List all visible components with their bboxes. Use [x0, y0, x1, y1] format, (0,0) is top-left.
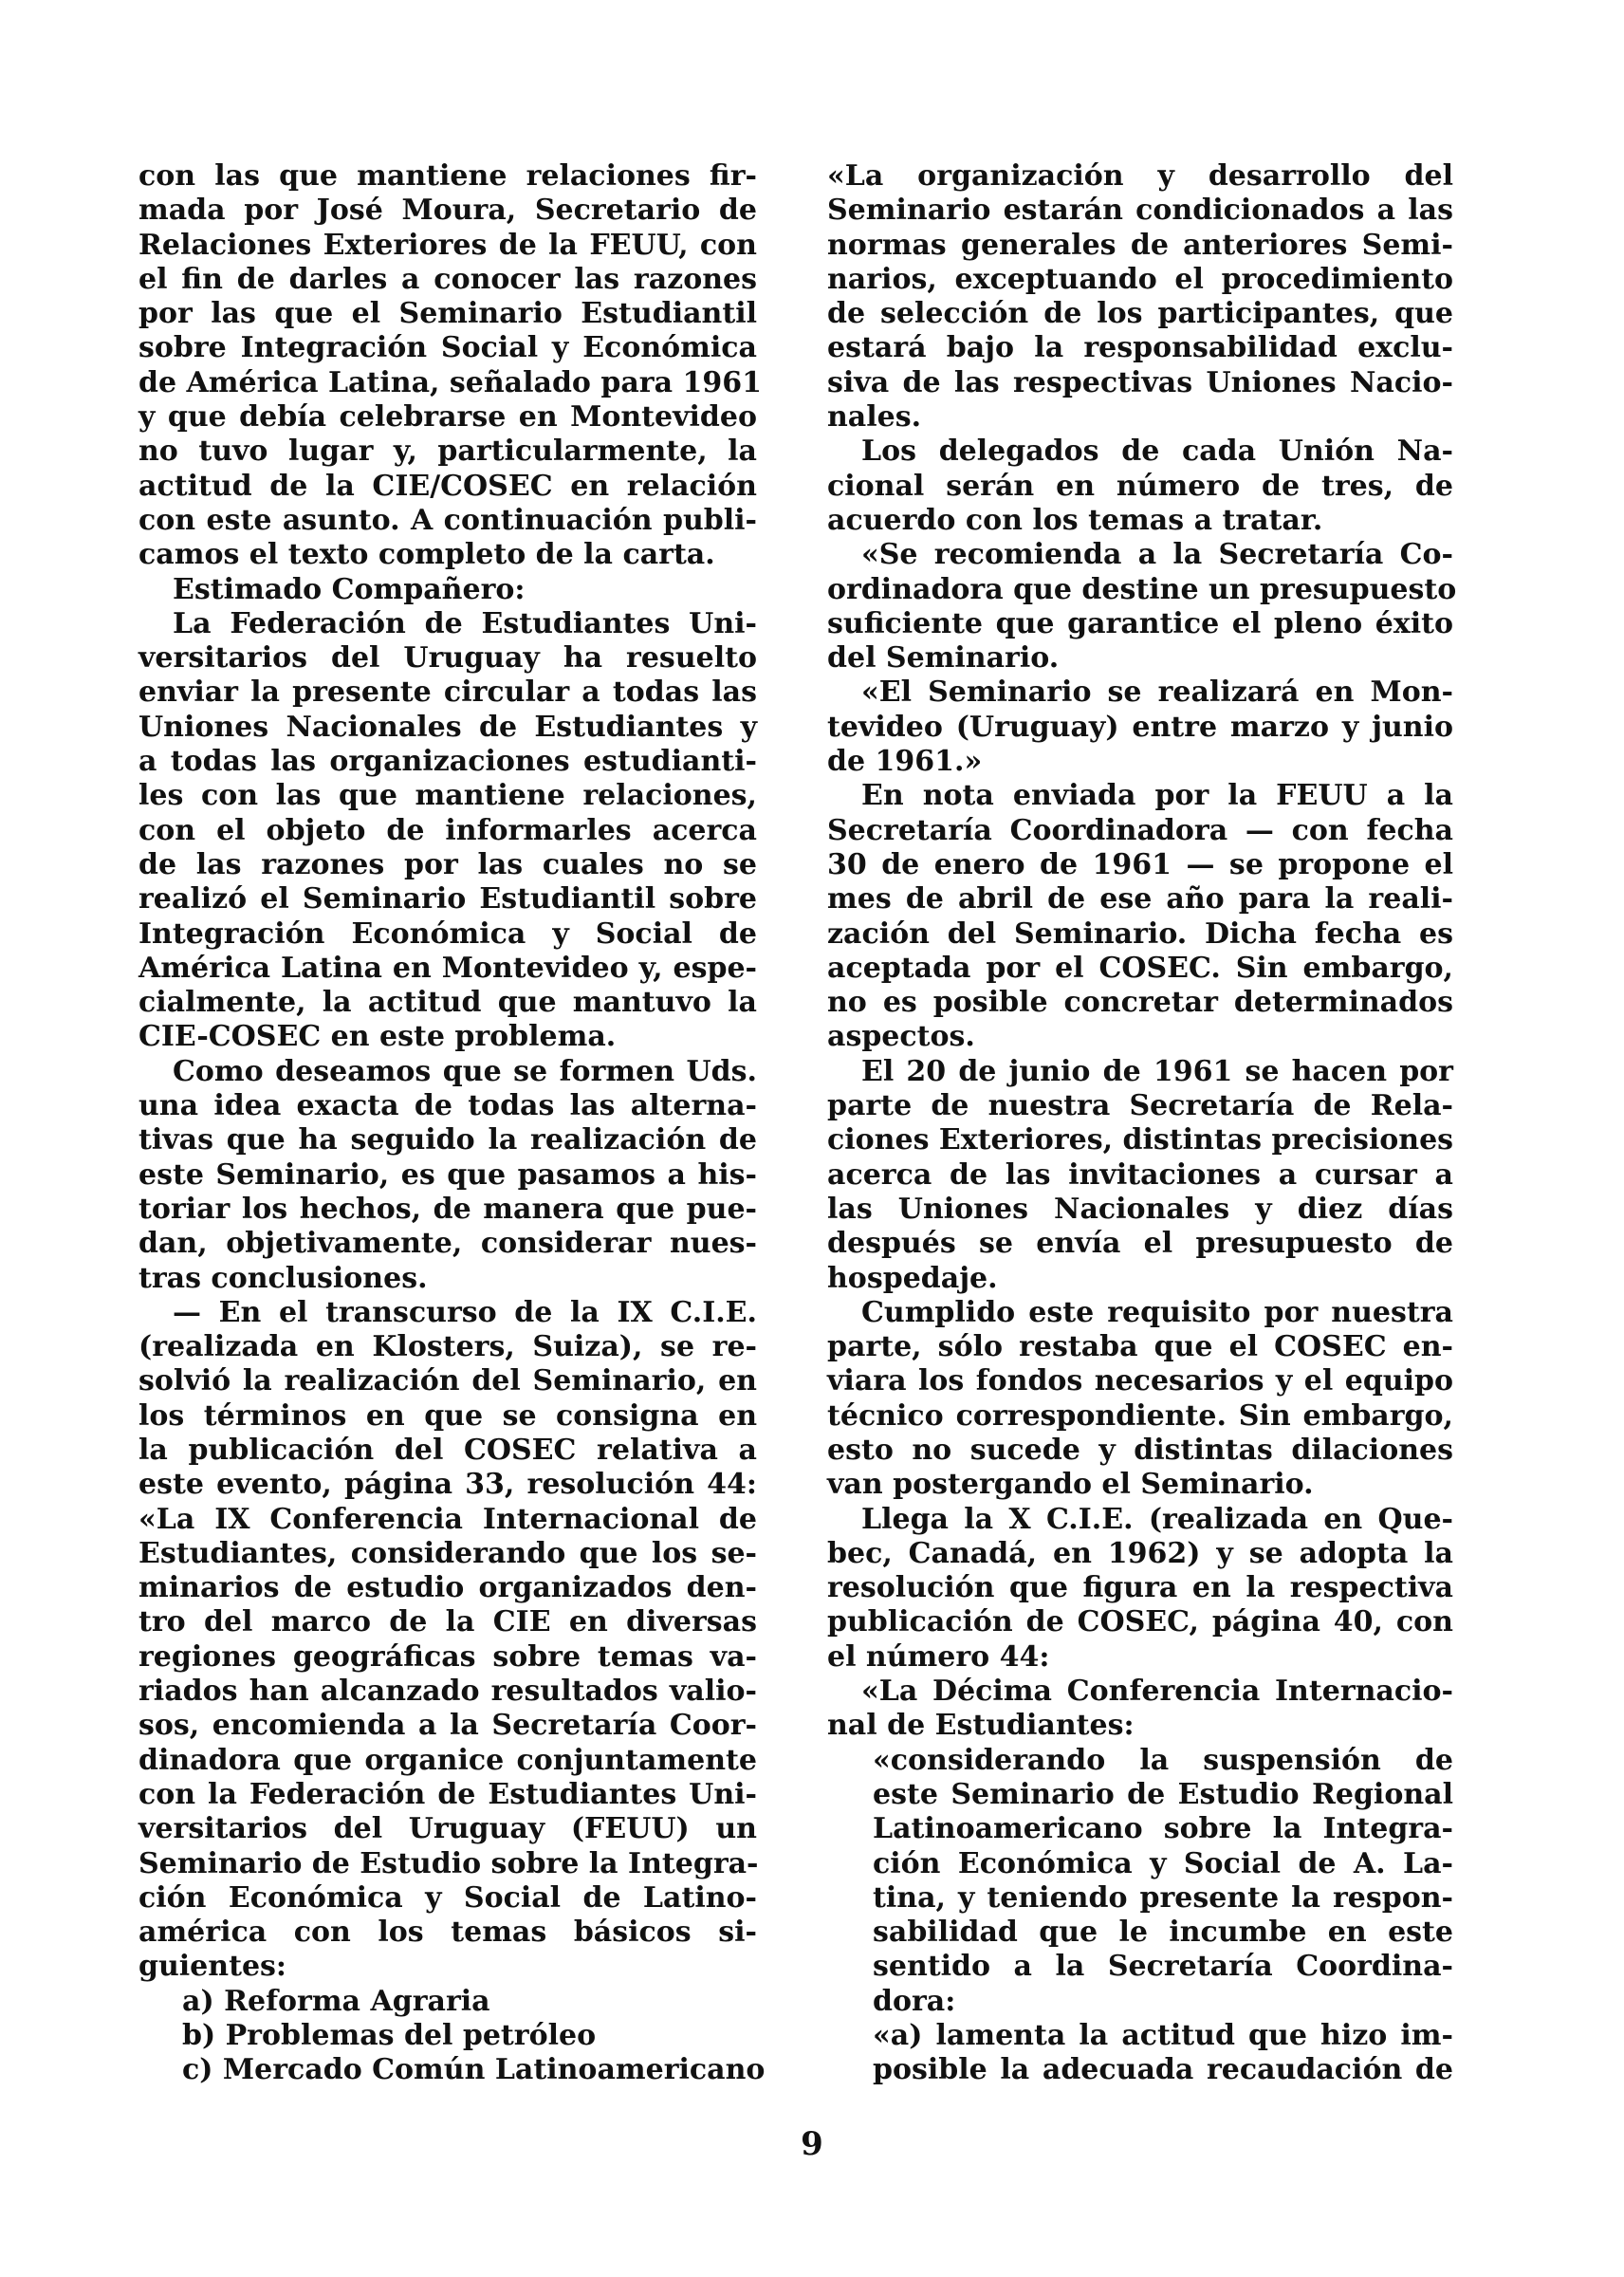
text-line: sobre Integración Social y Económica [138, 331, 757, 365]
text-line: estará bajo la responsabilidad exclu- [827, 331, 1453, 365]
text-line: sentido a la Secretaría Coordina- [873, 1950, 1453, 1984]
text-line: suficiente que garantice el pleno éxito [827, 606, 1453, 640]
text-line: por las que el Seminario Estudiantil [138, 297, 757, 331]
text-line: siva de las respectivas Uniones Nacio- [827, 365, 1453, 399]
text-line: tro del marco de la CIE en diversas [138, 1605, 757, 1639]
text-line: Relaciones Exteriores de la FEUU, con [138, 228, 757, 262]
text-line: y que debía celebrarse en Montevideo [138, 400, 757, 435]
text-line: camos el texto completo de la carta. [138, 538, 715, 572]
text-line: no tuvo lugar y, particularmente, la [138, 435, 757, 469]
text-line: de las razones por las cuales no se [138, 847, 757, 881]
text-line: posible la adecuada recaudación de [873, 2053, 1453, 2087]
text-line: La Federación de Estudiantes Uni- [173, 606, 757, 640]
text-line: ordinadora que destine un presupuesto [827, 572, 1457, 606]
text-line: Seminario de Estudio sobre la Integra- [138, 1846, 759, 1880]
text-line: Como deseamos que se formen Uds. [173, 1054, 757, 1088]
text-line: publicación de COSEC, página 40, con [827, 1605, 1453, 1639]
text-line: toriar los hechos, de manera que pue- [138, 1192, 757, 1226]
text-line: «La IX Conferencia Internacional de [138, 1502, 757, 1536]
text-line: Seminario estarán condicionados a las [827, 194, 1453, 228]
text-line: Los delegados de cada Unión Na- [861, 435, 1453, 469]
text-line: «Se recomienda a la Secretaría Co- [861, 538, 1453, 572]
text-line: guientes: [138, 1950, 286, 1984]
text-line: enviar la presente circular a todas las [138, 676, 757, 710]
text-line: aceptada por el COSEC. Sin embargo, [827, 951, 1453, 985]
text-line: En nota enviada por la FEUU a la [861, 779, 1453, 813]
text-line: ción Económica y Social de Latino- [138, 1880, 757, 1915]
text-line: tivas que ha seguido la realización de [138, 1123, 757, 1157]
text-line: mes de abril de ese año para la reali- [827, 882, 1453, 916]
text-line: (realizada en Klosters, Suiza), se re- [138, 1330, 757, 1364]
text-line: el fin de darles a conocer las razones [138, 262, 757, 296]
text-line: normas generales de anteriores Semi- [827, 228, 1453, 262]
text-line: versitarios del Uruguay (FEUU) un [138, 1812, 757, 1846]
text-line: con este asunto. A continuación publi- [138, 503, 757, 537]
text-line: riados han alcanzado resultados valio- [138, 1675, 757, 1709]
text-line: una idea exacta de todas las alterna- [138, 1089, 757, 1123]
left-column [138, 159, 766, 2088]
text-line: van postergando el Seminario. [827, 1468, 1314, 1502]
text-line: zación del Seminario. Dicha fecha es [827, 916, 1453, 951]
text-line: dora: [873, 1984, 956, 2018]
text-line: este evento, página 33, resolución 44: [138, 1468, 757, 1502]
text-line: «considerando la suspensión de [873, 1743, 1453, 1777]
text-line: El 20 de junio de 1961 se hacen por [861, 1054, 1453, 1088]
text-line: cional serán en número de tres, de [827, 469, 1453, 503]
text-line: aspectos. [827, 1020, 975, 1054]
text-line: el número 44: [827, 1639, 1050, 1674]
text-line: tras conclusiones. [138, 1261, 428, 1295]
text-line: después se envía el presupuesto de [827, 1227, 1453, 1261]
text-line: américa con los temas básicos si- [138, 1916, 757, 1950]
text-line: Cumplido este requisito por nuestra [861, 1295, 1453, 1329]
text-line: parte, sólo restaba que el COSEC en- [827, 1330, 1453, 1364]
text-line: «La organización y desarrollo del [827, 159, 1453, 193]
text-line: acuerdo con los temas a tratar. [827, 503, 1323, 537]
text-line: Llega la X C.I.E. (realizada en Que- [861, 1502, 1453, 1536]
text-line: cialmente, la actitud que mantuvo la [138, 986, 757, 1020]
text-line: sabilidad que le incumbe en este [873, 1916, 1453, 1950]
text-line: «El Seminario se realizará en Mon- [861, 676, 1453, 710]
text-line: del Seminario. [827, 641, 1060, 676]
text-line: «a) lamenta la actitud que hizo im- [873, 2019, 1453, 2053]
text-line: Integración Económica y Social de [138, 916, 757, 951]
text-line: b) Problemas del petróleo [182, 2019, 597, 2053]
text-line: parte de nuestra Secretaría de Rela- [827, 1089, 1453, 1123]
text-line: a) Reforma Agraria [182, 1984, 490, 2018]
text-line: Estimado Compañero: [173, 572, 526, 606]
text-line: tina, y teniendo presente la respon- [873, 1880, 1453, 1915]
text-line: bec, Canadá, en 1962) y se adopta la [827, 1536, 1453, 1570]
text-line: este Seminario, es que pasamos a his- [138, 1157, 757, 1192]
text-line: — En el transcurso de la IX C.I.E. [173, 1295, 757, 1329]
text-line: Estudiantes, considerando que los se- [138, 1536, 757, 1570]
text-line: dan, objetivamente, considerar nues- [138, 1227, 757, 1261]
text-line: de selección de los participantes, que [827, 297, 1453, 331]
text-line: solvió la realización del Seminario, en [138, 1364, 757, 1398]
text-line: resolución que figura en la respectiva [827, 1571, 1453, 1605]
text-line: nal de Estudiantes: [827, 1709, 1135, 1743]
text-line: Latinoamericano sobre la Integra- [873, 1812, 1453, 1846]
text-line: con la Federación de Estudiantes Uni- [138, 1777, 757, 1811]
text-line: tevideo (Uruguay) entre marzo y junio [827, 710, 1453, 744]
text-line: a todas las organizaciones estudianti- [138, 745, 757, 779]
text-line: viara los fondos necesarios y el equipo [827, 1364, 1453, 1398]
text-line: con las que mantiene relaciones fir- [138, 159, 757, 193]
text-line: no es posible concretar determinados [827, 986, 1453, 1020]
text-line: de América Latina, señalado para 1961 [138, 365, 762, 399]
text-line: les con las que mantiene relaciones, [138, 779, 757, 813]
text-line: actitud de la CIE/COSEC en relación [138, 469, 757, 503]
text-line: ciones Exteriores, distintas precisiones [827, 1123, 1454, 1157]
text-line: nales. [827, 400, 922, 435]
text-line: CIE-COSEC en este problema. [138, 1020, 617, 1054]
text-line: ción Económica y Social de A. La- [873, 1846, 1453, 1880]
text-line: esto no sucede y distintas dilaciones [827, 1433, 1453, 1467]
text-line: este Seminario de Estudio Regional [873, 1777, 1453, 1811]
text-line: los términos en que se consigna en [138, 1398, 757, 1433]
text-line: «La Décima Conferencia Internacio- [861, 1675, 1453, 1709]
text-line: Uniones Nacionales de Estudiantes y [138, 710, 757, 744]
text-line: sos, encomienda a la Secretaría Coor- [138, 1709, 757, 1743]
text-line: de 1961.» [827, 745, 983, 779]
text-line: la publicación del COSEC relativa a [138, 1433, 757, 1467]
text-line: realizó el Seminario Estudiantil sobre [138, 882, 757, 916]
text-line: c) Mercado Común Latinoamericano [182, 2053, 766, 2087]
text-line: acerca de las invitaciones a cursar a [827, 1157, 1453, 1192]
text-line: dinadora que organice conjuntamente [138, 1743, 757, 1777]
text-line: las Uniones Nacionales y diez días [827, 1192, 1453, 1226]
text-line: 30 de enero de 1961 — se propone el [827, 847, 1453, 881]
text-line: mada por José Moura, Secretario de [138, 194, 757, 228]
text-line: hospedaje. [827, 1261, 998, 1295]
text-line: técnico correspondiente. Sin embargo, [827, 1398, 1453, 1433]
text-line: regiones geográficas sobre temas va- [138, 1639, 757, 1674]
page-number: 9 [801, 2125, 823, 2163]
text-line: narios, exceptuando el procedimiento [827, 262, 1453, 296]
text-line: minarios de estudio organizados den- [138, 1571, 757, 1605]
right-column [827, 159, 1457, 2088]
text-line: América Latina en Montevideo y, espe- [138, 951, 757, 985]
text-line: versitarios del Uruguay ha resuelto [138, 641, 757, 676]
text-line: con el objeto de informarles acerca [138, 813, 757, 847]
text-line: Secretaría Coordinadora — con fecha [827, 813, 1453, 847]
